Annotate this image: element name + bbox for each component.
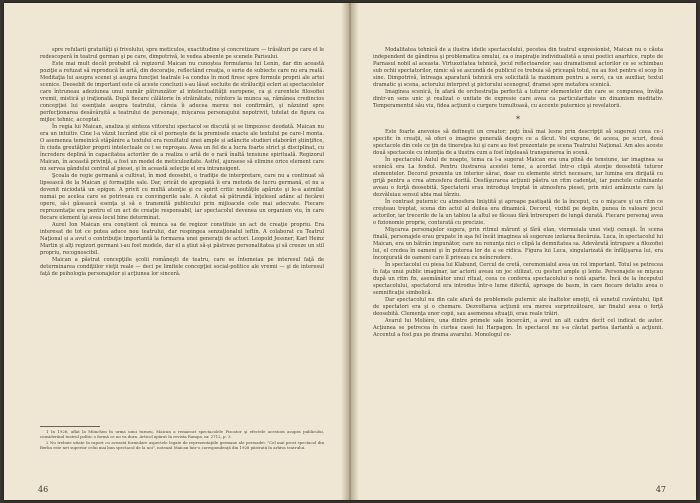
page-number-left: 46 [38,485,49,494]
right-paragraph-5: În contrast puternic cu atmosfera liniştită şi aproape pastişată de la început, cu o mişcare şi un ritm ce creşteau treptat, scena din actul al doilea era dinamică. Decorul, vizibil pe deplin, punea în valoare jocul actorilor, iar trecerile de la un tablou la altul se făceau fără întreruperi de lungă durată. Fiecare personaj avea o fizionomie proprie, conturată cu precizie. [373,199,663,226]
footnotes [40,429,324,451]
page-number-right: 47 [655,485,666,494]
left-paragraph-4: Şcoala de regie germană a cultivat, în mod deosebit, o tradiţie de interpretare, care nu a continuat să lipsească de la Maican şi formaţiile sale. Dar, oricât de apropiată îi era metoda de lucru germană, el nu a devenit niciodată un epigon. A privit cu multă atenţie şi cu spirit critic noutăţile apărute şi le-a asimilat numai pe acelea care se potriveau cu convingerile sale. A căutat să pătrundă înţelesul adânc al fiecărei opere, să-i găsească esenţa şi să o transmită publicului prin mijloacele cele mai adecvate. Fiecare reprezentaţie era pentru el un act de creaţie responsabil, iar spectacolul devenea un organism viu, în care fiecare element îşi avea locul bine determinat. [40,173,324,221]
footnote-1: 1 In 1926, aflat la München în urma unui turneu, Maican a remarcat spectacolele Piscator şi efectele acestora asupra publicului, considerând teatrul politic o formă ce nu va dura. Articol apărut în revista Rampa, nr. 2712, p. 3. [40,429,324,440]
book-spread [4,3,696,500]
left-paragraph-2: Este mai mult decât probabil că regizorul Maican nu cunoştea formularea lui Lenin, dar din această poziţie a refuzat să reproducă în artă, din decoraţie, reflectând creaţia, o serie de subiecte care nu era reală. Meditaţia lui asupra scenei şi asupra funcţiei teatrale l-a condus în mod firesc spre formule proprii ale artei scenice. Deosebit de important este că aceste concluzii s-au lăsat socluite de străluciţii ecleri ai spectacolelor care întruneau adeziunea unui număr pătrunzător al intelectualităţii europene, ca şi curentele filosofiei vremii, mistică şi iraţională. După fiecare călătorie în străinătate, reîntors la munca sa, rămânea credincios concepţiei lui esenţiale asupra teatrului, căreia îi aducea mereu noi confirmări, şi năzuind spre perfecţionarea desăvârşită a teatrului de personaje, mişcarea personajului nepotrivit, tutelat de figura ca mijloc tehnic, acceptat. [40,61,324,123]
left-paragraph-5: Aurel Ion Maican era conştient că munca sa de regizor constituie un act de creaţie propriu. Era interesat de tot ce putea aduce nou teatrului, dar respingea senzaţionalul ieftin. A colaborat cu Teatrul Naţional și a avut o contribuţie importantă la formarea unei generaţii de actori. Leopold Jessner, Karl Heinz Martin şi alţi regizori germani i-au fost modele, dar el a ştiut să-şi păstreze personalitatea şi să creeze un stil propriu, recognoscibil. [40,222,324,256]
left-page [4,3,349,500]
section-separator: * [516,115,520,124]
right-paragraph-9: Avarul lui Molière, una dintre primele sale încercări, a avut un alt cadru decît cel indicat de autor. Acţiunea se petrecea în curtea casei lui Harpagon. În spectacol nu s-a căutat partea ilariantă a acţiunii. Accentul a fost pus pe drama avarului. Monologul ce- [373,318,663,338]
right-paragraph-3: Este foarte anevoios să defineşti un creator; poţi însă mai lesne prin descripţii să sugerezi ceea ce-i specific în creaţii, să oferi o imagine generală despre ce a făcut. Voi expune, de aceea, pe scurt, două spectacole din cele ce ţin de tinereţea lui şi care au fost prezentate pe scena Teatrului Naţional. Am ales aceste două spectacole cu intenţia de a ilustra cum a fost înţeleasă transpunerea în scenă. [373,129,663,156]
left-paragraph-6: Maican a păstrat concepţiile şcolii româneşti de teatru, care se întemeiau pe interesul faţă de determinarea condiţiilor vieţii reale — deci pe limitele concepţiei social-politice ale vremii — şi de interesul faţă de psihologia personajelor și acţiunea lor sinceră. [40,257,324,277]
right-paragraph-1: Modalitatea tehnică de a ilustra ideile spectacolului, pecetea din teatrul expresionist, Maican nu o căuta independent de gândirea şi problematica omului, ca o inspiraţie individualistă a unui poetici anarhice, rupte de Parnasul nobil al aceasta. Virtuozitatea tehnică, jocul reflectoarelor, sau dramatismul actorilor ce se schimbau sub ochii spectatorilor, nimic să se ascundă de publicul ce trebuia să priceapă totul, nu au fost pentru el scop în sine. Dimpotrivă, întreaga aparatură tehnică era solicitată la maximum pentru a servi, ca un auxiliar, textul dramatic şi scena, actorului interpret şi pictorului scenograf, dramei spre metafora scenică. [373,47,663,88]
right-paragraph-8: Dar spectacolul nu din cale afară de problemele puternic ale înaltelor emoţii, că sunetul cuvântului, lipit de spectatori era şi o chemare. Dezvoltarea acţiunii era mereu surprinzătoare, iar finalul avea o forţă deosebită. Clemenţa unor copii, sau asemenea situaţii, erau reale trăiri. [373,297,663,317]
left-paragraph-1: spre refularii gratuitâţi şi frivolului, spre meticulos, exactitudine şi concretizare — trăsături pe care el le redescoperă în teatrul german şi pe care, dimpotrivă, le vedea absente pe scenele Parisului. [40,47,324,60]
left-page-body [40,47,324,278]
footnote-2: 2 Nu trebuie uitate în raport cu această formulare aspectele legate de reprezentaţiile germane ale perioadei: "Cel mai prost spectacol din Berlin este net superior celui mai bun spectacol de la noi", notează Maican într-o corespondenţă din 1928 păstrată în arhiva teatrului. [40,439,324,451]
right-paragraph-6: Mişcarea personajelor sugera, prin ritmul mărunt şi fără elan, viermuiala unei vieţi cenuşii. În scena finală, personajele erau grupate în aşa fel încât imaginea să sugereze izolarea fiecăruia. Luca, în spectacolul lui Maican, era un bătrân impunător, care nu renunţa nici o clipă la demnitatea sa. Adevărată întrupare a filozofiei lui, el credea în oameni şi în puterea lor de a se ridica. Figura lui Luca, singularizată de înfăţişarea lui, era înconjurată de oameni care îl priveau cu neîncredere. [373,227,663,261]
footnote-divider [40,426,100,427]
right-paragraph-4: În spectacolul Aulul de noapte, tema ca l-a sugerat Maican era una plină de tensiune, iar imaginea sa scenică era La fondul. Pentru ilustrarea acestei teme, a acordat într-o clipă atenţie deosebită tuturor elementelor. Decorul prezenta un interior sărac, doar cu elemente strict necesare, iar lumina era dirijată cu grijă pentru a crea atmosfera dorită. Desfăşurarea acţiunii păstra un ritm cadenţat, iar punctele culminante aveau o forţă deosebită. Spectatorii erau introduşi treptat în atmosfera piesei, prin mici amănunte care îşi dezvăluiau sensul abia mai târziu. [373,157,663,198]
right-paragraph-7: În spectacolul cu piesa lui Klabund, Cercul de cretă, ceremonialul avea un rol important. Totul se petrecea în faţa unui public imaginar, iar actorii aveau un joc stilizat, cu gesturi ample şi lente. Personajele se mişcau după un ritm fix, asemănător unui ritual, ceea ce conferea spectacolului o notă aparte. Încă de la începutul spectacolului, spectatorul era introdus într-o lume diferită, aproape de basm, în care fiecare detaliu avea o semnificaţie simbolică. [373,262,663,296]
right-page [351,3,696,500]
right-paragraph-2: Imaginea scenică, în afară de orchestraţia perfectă a tuturor elementelor din care se compunea, învăţa dintr-un sens unic şi realizat o unitate de expresie care avea ca particularitate un dinamism meditativ. Temperamentul său viu, fidea acţiunii o curgere tumultoasă, cu accente puternice şi revelatorii. [373,89,663,109]
right-page-body [373,47,663,339]
left-paragraph-3: În regia lui Maican, analiza şi sinteza viitorului spectacol se discută și se limpezesc deodată. Maican nu era un intuitiv. Cine l-a văzut lucrând știe că el porneşte de la premisele exacte ale textului pe care-l monta. O asemenea temeinică stăpânire a textului era rezultatul unei ample și adâncite studieri elaborări ştiinţifice, în ciuda greutăţilor proprii intelectuale ce i se reproşau. Avea un fel de a lucra foarte strict şi disciplinat, cu încredere deplină în capacitatea actorilor de a realiza o artă de o rară înaltă tensiune spirituală. Regizorul Maican, în această privinţă, a fost un model de meticulozitate. Astfel, ajunsese să elimine orice element care nu servea gândului central al piesei, şi în această selecţie el era intransigent. [40,124,324,172]
